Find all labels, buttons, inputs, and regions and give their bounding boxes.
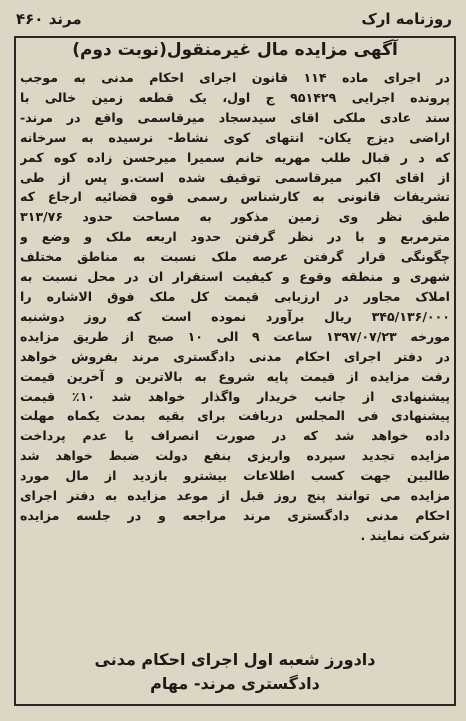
clipping-header: [16, 6, 452, 32]
body-line: تشریفات قانونی به کارشناس رسمی قوه قضائیه ارجاع که: [20, 189, 450, 205]
body-line: مورخه ۱۳۹۷/۰۷/۲۳ ساعت ۹ الی ۱۰ صبح از طریق مزایده: [20, 328, 450, 344]
body-line: شهری و منطقه وقوع و کیفیت استقرار ان در محل نسبت به: [20, 269, 450, 285]
newspaper-name: روزنامه ارک: [361, 10, 452, 28]
body-line: طالبین جهت کسب اطلاعات بیشترو بازدید از مال مورد: [20, 468, 450, 484]
body-line: چگونگی قرار گرفتن عرصه ملک نسبت به مناطق مختلف: [20, 249, 450, 265]
notice-code: مرند ۴۶۰: [16, 10, 82, 28]
body-line: مزایده می توانند پنج روز قبل از موعد مزایده به دفتر اجرای: [20, 488, 450, 504]
body-line: که د ر قبال طلب مهریه خانم سمیرا میرحسن زاده کوه کمر: [20, 149, 450, 165]
body-line: املاک مجاور در ارزیابی قیمت کل ملک فوق الاشاره را: [20, 288, 450, 304]
signature-line-1: دادورز شعبه اول اجرای احکام مدنی: [94, 650, 376, 669]
body-line: از اقای اکبر میرقاسمی توقیف شده است.و پس از طی: [20, 169, 450, 185]
notice-body: [20, 68, 450, 546]
notice-title: آگهی مزایده مال غیرمنقول(نوبت دوم): [72, 40, 398, 60]
body-line: اراضی دیزج یکان- انتهای کوی نشاط- نرسیده به سرخانه: [20, 129, 450, 145]
body-line: پیشنهادی از جانب خریدار واگذار خواهد شد ۱۰٪ قیمت: [20, 388, 450, 404]
body-line: طبق نظر وی زمین مذکور به مساحت حدود ۳۱۳/۷۶: [20, 209, 450, 225]
body-line: رفت مزایده از قیمت پایه شروع به بالاترین و آخرین قیمت: [20, 368, 450, 384]
body-line: احکام مدنی دادگستری مرند مراجعه و در جلسه مزایده: [20, 507, 450, 523]
body-line: شرکت نمایند .: [360, 527, 450, 543]
body-line: ۳۴۵/۱۳۶/۰۰۰ ریال برآورد نموده است که روز دوشنبه: [20, 308, 450, 324]
body-line: مترمربع و با در نظر گرفتن حدود اربعه ملک و وضع و: [20, 229, 450, 245]
body-line: در دفتر اجرای احکام مدنی دادگستری مرند بفروش خواهد: [20, 348, 450, 364]
signature-block: [20, 648, 450, 696]
body-line: در اجرای ماده ۱۱۴ قانون اجرای احکام مدنی به موجب: [20, 70, 450, 85]
body-line: پرونده اجرایی ۹۵۱۴۲۹ ج اول، یک قطعه زمین خالی با: [20, 89, 450, 105]
body-line: سند عادی ملکی اقای سیدسجاد میرقاسمی واقع در مرند-: [20, 109, 450, 125]
body-line: پیشنهادی فی المجلس دریافت برای بقیه بمدت یکماه مهلت: [20, 408, 450, 424]
body-line: داده خواهد شد که در صورت انصراف یا عدم پرداخت: [20, 428, 450, 444]
body-line: مزایده تجدید سپرده واریزی بنفع دولت ضبط خواهد شد: [20, 448, 450, 464]
signature-line-2: دادگستری مرند- مهام: [150, 674, 320, 693]
